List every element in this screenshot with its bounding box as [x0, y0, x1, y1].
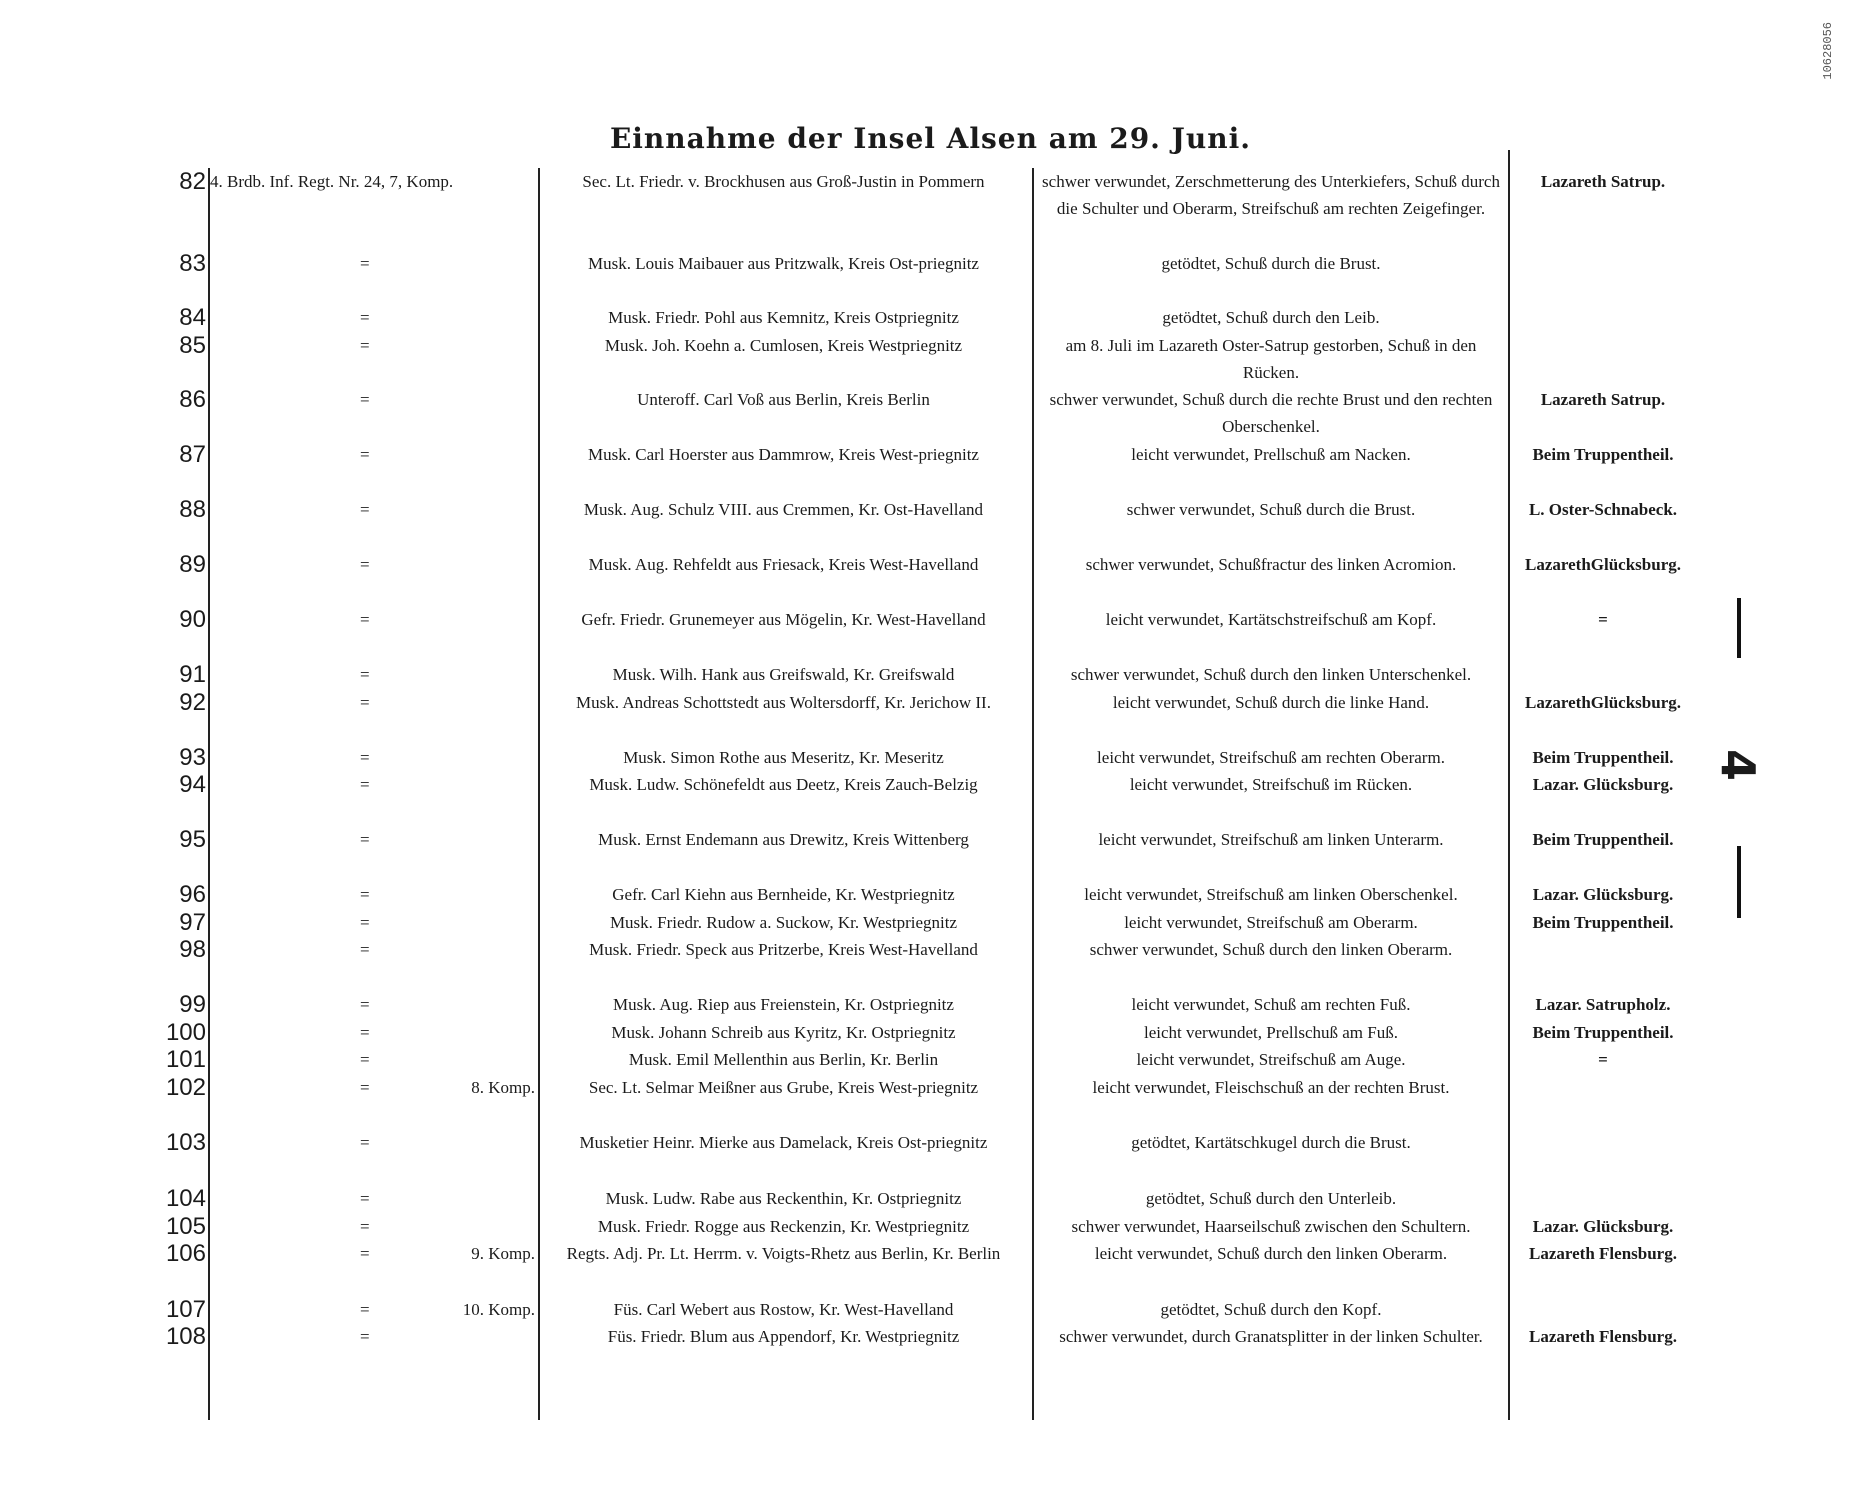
wound-description: leicht verwundet, Schuß durch den linken Oberarm.	[1094, 1244, 1448, 1263]
whereabouts: Lazareth Satrup.	[1540, 390, 1666, 409]
wound-description: getödtet, Schuß durch den Unterleib.	[1145, 1189, 1397, 1208]
wound-description: leicht verwundet, Streifschuß am linken Unterarm.	[1098, 830, 1444, 849]
row-number: 91	[179, 661, 206, 688]
row-number: 96	[179, 881, 206, 908]
row-number: 92	[179, 689, 206, 716]
row-number: 85	[179, 332, 206, 359]
soldier-name: Gefr. Carl Kiehn aus Bernheide, Kr. Westpriegnitz	[612, 885, 955, 904]
margin-mark-number: 4	[1711, 748, 1766, 782]
wound-description: leicht verwundet, Prellschuß am Fuß.	[1143, 1023, 1398, 1042]
ditto-mark: =	[360, 1217, 370, 1236]
wound-description: schwer verwundet, Schuß durch den linken Oberarm.	[1089, 940, 1453, 959]
ditto-mark: =	[360, 913, 370, 932]
row-number: 95	[179, 826, 206, 853]
row-number: 99	[179, 991, 206, 1018]
soldier-name: Sec. Lt. Selmar Meißner aus Grube, Kreis West-priegnitz	[588, 1078, 979, 1097]
row-number: 83	[179, 250, 206, 277]
wound-description: leicht verwundet, Kartätschstreifschuß am Kopf.	[1105, 610, 1437, 629]
ditto-mark: =	[360, 1078, 370, 1097]
ditto-mark: =	[360, 1300, 370, 1319]
page-id: 10628056	[1821, 22, 1835, 80]
row-number: 84	[179, 304, 206, 331]
ditto-mark: =	[360, 885, 370, 904]
wound-description: leicht verwundet, Fleischschuß an der rechten Brust.	[1092, 1078, 1450, 1097]
row-number: 101	[165, 1046, 206, 1073]
row-number: 90	[179, 606, 206, 633]
wound-description: getödtet, Schuß durch die Brust.	[1161, 254, 1381, 273]
ditto-mark: =	[360, 336, 370, 355]
soldier-name: Musk. Aug. Schulz VIII. aus Cremmen, Kr. Ost-Havelland	[583, 500, 984, 519]
soldier-name: Musk. Carl Hoerster aus Dammrow, Kreis West-priegnitz	[588, 445, 979, 464]
soldier-name: Gefr. Friedr. Grunemeyer aus Mögelin, Kr. West-Havelland	[581, 610, 986, 629]
wound-description: getödtet, Schuß durch den Kopf.	[1160, 1300, 1382, 1319]
whereabouts: Lazareth Flensburg.	[1529, 1244, 1677, 1263]
row-number: 93	[179, 744, 206, 771]
row-number: 98	[179, 936, 206, 963]
whereabouts: Beim Truppentheil.	[1532, 1023, 1674, 1042]
row-number: 102	[165, 1074, 206, 1101]
column-rule-1	[208, 168, 210, 1420]
row-number: 82	[179, 168, 206, 195]
unit-text: 4. Brdb. Inf. Regt. Nr. 24, 7, Komp.	[210, 172, 454, 191]
ditto-mark: =	[360, 665, 370, 684]
soldier-name: Musk. Simon Rothe aus Meseritz, Kr. Meseritz	[623, 748, 944, 767]
ditto-mark: =	[360, 610, 370, 629]
whereabouts: Beim Truppentheil.	[1532, 748, 1674, 767]
wound-description: leicht verwundet, Streifschuß am Auge.	[1136, 1050, 1406, 1069]
soldier-name: Musk. Friedr. Rogge aus Reckenzin, Kr. Westpriegnitz	[597, 1217, 970, 1236]
ditto-mark: =	[360, 1023, 370, 1042]
soldier-name: Musk. Emil Mellenthin aus Berlin, Kr. Berlin	[628, 1050, 939, 1069]
soldier-name: Unteroff. Carl Voß aus Berlin, Kreis Berlin	[637, 390, 930, 409]
soldier-name: Sec. Lt. Friedr. v. Brockhusen aus Groß-Justin in Pommern	[582, 172, 985, 191]
whereabouts: =	[1598, 1050, 1608, 1069]
whereabouts: Lazar. Satrupholz.	[1535, 995, 1671, 1014]
margin-mark-top	[1737, 598, 1741, 658]
row-number: 103	[165, 1129, 206, 1156]
soldier-name: Musk. Johann Schreib aus Kyritz, Kr. Ostpriegnitz	[611, 1023, 956, 1042]
wound-description: getödtet, Schuß durch den Leib.	[1162, 308, 1380, 327]
soldier-name: Füs. Carl Webert aus Rostow, Kr. West-Havelland	[613, 1300, 954, 1319]
soldier-name: Musk. Aug. Riep aus Freienstein, Kr. Ostpriegnitz	[613, 995, 954, 1014]
ditto-mark: =	[360, 555, 370, 574]
whereabouts: =	[1598, 610, 1608, 629]
wound-description: schwer verwundet, durch Granatsplitter in der linken Schulter.	[1059, 1327, 1483, 1346]
row-number: 86	[179, 386, 206, 413]
ditto-mark: =	[360, 995, 370, 1014]
company-label: 9. Komp.	[471, 1244, 535, 1263]
soldier-name: Musk. Friedr. Pohl aus Kemnitz, Kreis Ostpriegnitz	[608, 308, 959, 327]
whereabouts: Lazareth Flensburg.	[1529, 1327, 1677, 1346]
whereabouts: Lazar. Glücksburg.	[1532, 775, 1674, 794]
whereabouts: LazarethGlücksburg.	[1524, 555, 1681, 574]
wound-description: leicht verwundet, Streifschuß am linken Oberschenkel.	[1084, 885, 1458, 904]
row-number: 89	[179, 551, 206, 578]
wound-description: leicht verwundet, Streifschuß am Oberarm.	[1124, 913, 1418, 932]
wound-description: leicht verwundet, Prellschuß am Nacken.	[1131, 445, 1411, 464]
ditto-mark: =	[360, 254, 370, 273]
page-title: Einnahme der Insel Alsen am 29. Juni.	[609, 122, 1252, 155]
column-rule-3	[1032, 168, 1034, 1420]
soldier-name: Musk. Louis Maibauer aus Pritzwalk, Kreis Ost-priegnitz	[588, 254, 979, 273]
ditto-mark: =	[360, 1133, 370, 1152]
soldier-name: Musk. Ludw. Rabe aus Reckenthin, Kr. Ostpriegnitz	[605, 1189, 962, 1208]
ditto-mark: =	[360, 693, 370, 712]
ditto-mark: =	[360, 1327, 370, 1346]
soldier-name: Musketier Heinr. Mierke aus Damelack, Kreis Ost-priegnitz	[579, 1133, 988, 1152]
soldier-name: Musk. Wilh. Hank aus Greifswald, Kr. Greifswald	[612, 665, 955, 684]
row-number: 100	[165, 1019, 206, 1046]
ditto-mark: =	[360, 1050, 370, 1069]
row-number: 88	[179, 496, 206, 523]
wound-description: schwer verwundet, Schußfractur des linken Acromion.	[1085, 555, 1457, 574]
ditto-mark: =	[360, 445, 370, 464]
wound-description: schwer verwundet, Schuß durch den linken Unterschenkel.	[1070, 665, 1472, 684]
ditto-mark: =	[360, 500, 370, 519]
ditto-mark: =	[360, 748, 370, 767]
column-rule-4	[1508, 150, 1510, 1420]
wound-description: schwer verwundet, Haarseilschuß zwischen den Schultern.	[1071, 1217, 1471, 1236]
soldier-name: Musk. Andreas Schottstedt aus Woltersdorff, Kr. Jerichow II.	[576, 693, 991, 712]
wound-description: leicht verwundet, Schuß durch die linke Hand.	[1112, 693, 1430, 712]
row-number: 97	[179, 909, 206, 936]
company-label: 10. Komp.	[462, 1300, 535, 1319]
row-number: 107	[165, 1296, 206, 1323]
wound-description: leicht verwundet, Streifschuß im Rücken.	[1129, 775, 1413, 794]
soldier-name: Musk. Ludw. Schönefeldt aus Deetz, Kreis Zauch-Belzig	[589, 775, 978, 794]
whereabouts: Lazar. Glücksburg.	[1532, 1217, 1674, 1236]
row-number: 105	[165, 1213, 206, 1240]
ditto-mark: =	[360, 775, 370, 794]
whereabouts: L. Oster-Schnabeck.	[1528, 500, 1678, 519]
whereabouts: Beim Truppentheil.	[1532, 445, 1674, 464]
row-number: 94	[179, 771, 206, 798]
whereabouts: Lazareth Satrup.	[1540, 172, 1666, 191]
whereabouts: LazarethGlücksburg.	[1524, 693, 1681, 712]
ditto-mark: =	[360, 308, 370, 327]
soldier-name: Füs. Friedr. Blum aus Appendorf, Kr. Westpriegnitz	[607, 1327, 960, 1346]
row-number: 108	[165, 1323, 206, 1350]
row-number: 87	[179, 441, 206, 468]
ditto-mark: =	[360, 940, 370, 959]
margin-mark-bottom	[1737, 846, 1741, 918]
wound-description: schwer verwundet, Schuß durch die Brust.	[1126, 500, 1416, 519]
soldier-name: Musk. Ernst Endemann aus Drewitz, Kreis Wittenberg	[598, 830, 969, 849]
ditto-mark: =	[360, 1189, 370, 1208]
soldier-name: Regts. Adj. Pr. Lt. Herrm. v. Voigts-Rhetz aus Berlin, Kr. Berlin	[566, 1244, 1001, 1263]
ditto-mark: =	[360, 390, 370, 409]
company-label: 8. Komp.	[471, 1078, 535, 1097]
wound-description: schwer verwundet, Schuß durch die rechte Brust und den rechten Oberschenkel.	[1049, 390, 1493, 436]
wound-description: leicht verwundet, Schuß am rechten Fuß.	[1131, 995, 1411, 1014]
whereabouts: Lazar. Glücksburg.	[1532, 885, 1674, 904]
soldier-name: Musk. Friedr. Rudow a. Suckow, Kr. Westpriegnitz	[609, 913, 958, 932]
ditto-mark: =	[360, 1244, 370, 1263]
soldier-name: Musk. Friedr. Speck aus Pritzerbe, Kreis West-Havelland	[589, 940, 978, 959]
whereabouts: Beim Truppentheil.	[1532, 913, 1674, 932]
wound-description: leicht verwundet, Streifschuß am rechten Oberarm.	[1097, 748, 1445, 767]
row-number: 104	[165, 1185, 206, 1212]
row-number: 106	[165, 1240, 206, 1267]
wound-description: am 8. Juli im Lazareth Oster-Satrup gestorben, Schuß in den Rücken.	[1065, 336, 1477, 382]
soldier-name: Musk. Aug. Rehfeldt aus Friesack, Kreis West-Havelland	[588, 555, 979, 574]
wound-description: getödtet, Kartätschkugel durch die Brust.	[1131, 1133, 1411, 1152]
soldier-name: Musk. Joh. Koehn a. Cumlosen, Kreis Westpriegnitz	[604, 336, 963, 355]
whereabouts: Beim Truppentheil.	[1532, 830, 1674, 849]
wound-description: schwer verwundet, Zerschmetterung des Unterkiefers, Schuß durch die Schulter und Oberarm, Streifschuß am rechten Zeigefinger.	[1042, 172, 1500, 218]
ditto-mark: =	[360, 830, 370, 849]
